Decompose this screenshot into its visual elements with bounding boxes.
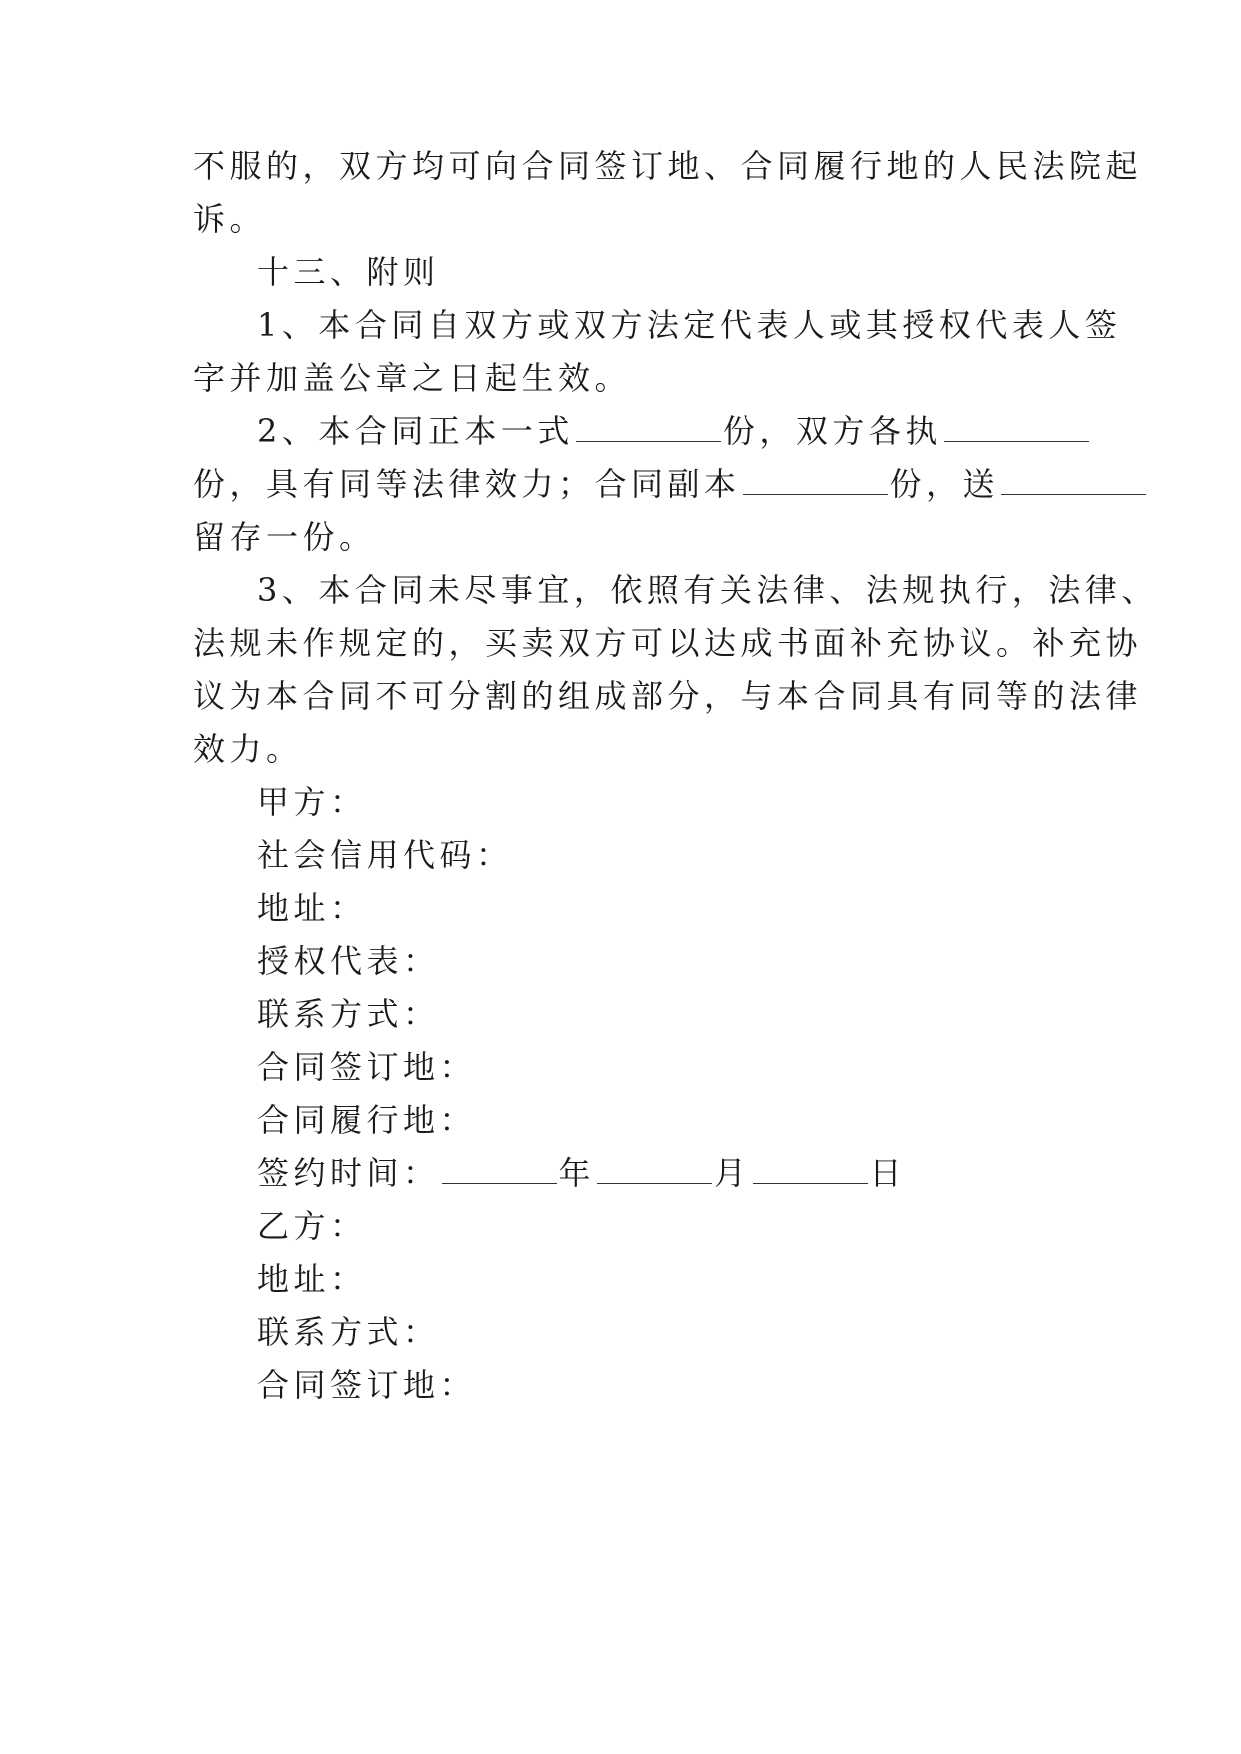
clause-2-line: 留存一份。 bbox=[193, 518, 376, 556]
blank-field bbox=[576, 413, 721, 442]
party-a-contact: 联系方式： bbox=[257, 995, 440, 1033]
clause-2-text: 份，具有同等法律效力；合同副本 bbox=[193, 465, 741, 503]
party-a-credit-code: 社会信用代码： bbox=[257, 836, 513, 874]
day-blank bbox=[753, 1155, 868, 1184]
party-a-label: 甲方： bbox=[257, 783, 367, 821]
year-blank bbox=[442, 1155, 557, 1184]
month-label: 月 bbox=[714, 1154, 751, 1192]
clause-3-line: 效力。 bbox=[193, 730, 303, 768]
clause-3-line: 议为本合同不可分割的组成部分，与本合同具有同等的法律 bbox=[193, 677, 1143, 715]
paragraph-line: 诉。 bbox=[193, 200, 267, 238]
party-b-contact: 联系方式： bbox=[257, 1313, 440, 1351]
clause-1-line: 字并加盖公章之日起生效。 bbox=[193, 359, 632, 397]
clause-2-line bbox=[257, 411, 1091, 451]
day-label: 日 bbox=[869, 1154, 907, 1192]
party-b-signing-place: 合同签订地： bbox=[257, 1366, 477, 1404]
clause-3-line: 3、本合同未尽事宜，依照有关法律、法规执行，法律、 bbox=[257, 571, 1158, 609]
signing-time-line bbox=[257, 1153, 906, 1193]
party-b-label: 乙方： bbox=[257, 1207, 367, 1245]
section-heading: 十三、附则 bbox=[257, 253, 440, 291]
party-b-address: 地址： bbox=[257, 1260, 367, 1298]
blank-field bbox=[944, 413, 1089, 442]
clause-2-line bbox=[193, 464, 1148, 504]
clause-1-line: 1、本合同自双方或双方法定代表人或其授权代表人签 bbox=[257, 306, 1122, 344]
signing-time-label: 签约时间： bbox=[257, 1154, 440, 1192]
paragraph-line: 不服的，双方均可向合同签订地、合同履行地的人民法院起 bbox=[193, 147, 1143, 185]
clause-2-text: 2、本合同正本一式 bbox=[257, 412, 574, 450]
blank-field bbox=[743, 466, 888, 495]
blank-field bbox=[1001, 466, 1146, 495]
clause-3-line: 法规未作规定的，买卖双方可以达成书面补充协议。补充协 bbox=[193, 624, 1143, 662]
clause-2-text: 份，双方各执 bbox=[722, 412, 942, 450]
party-a-signing-place: 合同签订地： bbox=[257, 1048, 477, 1086]
clause-2-text: 份，送 bbox=[889, 465, 1000, 503]
party-a-performance-place: 合同履行地： bbox=[257, 1101, 477, 1139]
year-label: 年 bbox=[558, 1154, 596, 1192]
month-blank bbox=[597, 1155, 712, 1184]
party-a-address: 地址： bbox=[257, 889, 367, 927]
party-a-representative: 授权代表： bbox=[257, 942, 440, 980]
